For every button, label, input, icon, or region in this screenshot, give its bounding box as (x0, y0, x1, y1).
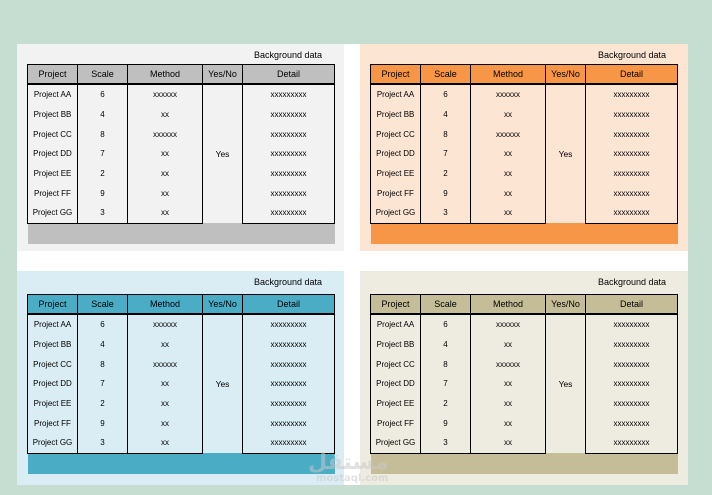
worksheet (17, 44, 688, 485)
table-row (371, 144, 678, 164)
table-row (371, 84, 678, 105)
header-scale: Scale (421, 295, 471, 315)
detail-cell: xxxxxxxxx (586, 203, 678, 223)
yes-no-cell: Yes (203, 314, 243, 453)
scale-cell: 9 (78, 183, 128, 203)
project-cell: Project FF (371, 183, 421, 203)
scale-cell: 2 (421, 394, 471, 414)
detail-cell: xxxxxxxxx (243, 183, 335, 203)
method-cell: xx (471, 374, 546, 394)
table-footer-bar (371, 223, 678, 243)
scale-cell: 7 (78, 144, 128, 164)
header-row (28, 65, 335, 85)
detail-cell: xxxxxxxxx (243, 413, 335, 433)
scale-cell: 7 (421, 144, 471, 164)
header-method: Method (471, 295, 546, 315)
header-detail: Detail (586, 65, 678, 85)
watermark-logo: مستقل (308, 450, 389, 475)
project-cell: Project EE (28, 394, 78, 414)
header-project: Project (28, 295, 78, 315)
detail-cell: xxxxxxxxx (586, 413, 678, 433)
table-panel-olive (360, 271, 688, 485)
background-data-caption: Background data (253, 277, 322, 287)
table-row (371, 413, 678, 433)
table-row (28, 413, 335, 433)
scale-cell: 2 (78, 394, 128, 414)
header-yes-no: Yes/No (203, 65, 243, 85)
detail-cell: xxxxxxxxx (586, 394, 678, 414)
table-panel-blue (17, 271, 344, 485)
method-cell: xx (128, 144, 203, 164)
table-footer-bar (28, 453, 335, 473)
table-row (28, 203, 335, 223)
watermark-text: mostaql.com (316, 473, 389, 484)
table-row (371, 374, 678, 394)
detail-cell: xxxxxxxxx (243, 354, 335, 374)
header-project: Project (28, 65, 78, 85)
yes-no-cell: Yes (203, 84, 243, 223)
scale-cell: 8 (421, 354, 471, 374)
project-cell: Project DD (371, 374, 421, 394)
detail-cell: xxxxxxxxx (243, 394, 335, 414)
project-cell: Project CC (28, 354, 78, 374)
header-yes-no: Yes/No (546, 295, 586, 315)
header-scale: Scale (78, 65, 128, 85)
project-cell: Project BB (371, 105, 421, 125)
table-row (28, 105, 335, 125)
table-row (28, 394, 335, 414)
method-cell: xx (471, 413, 546, 433)
method-cell: xx (128, 164, 203, 184)
table-row (371, 433, 678, 453)
scale-cell: 7 (421, 374, 471, 394)
scale-cell: 8 (78, 354, 128, 374)
method-cell: xx (471, 394, 546, 414)
project-cell: Project CC (28, 124, 78, 144)
table-panel-orange (360, 44, 688, 251)
detail-cell: xxxxxxxxx (586, 354, 678, 374)
table-row (28, 84, 335, 105)
method-cell: xxxxxx (128, 124, 203, 144)
project-cell: Project AA (28, 84, 78, 105)
method-cell: xxxxxx (471, 84, 546, 105)
detail-cell: xxxxxxxxx (586, 314, 678, 335)
table-row (371, 105, 678, 125)
project-cell: Project BB (28, 335, 78, 355)
method-cell: xxxxxx (471, 124, 546, 144)
method-cell: xxxxxx (471, 314, 546, 335)
data-table (370, 294, 678, 474)
header-method: Method (128, 295, 203, 315)
header-row (28, 295, 335, 315)
header-row (371, 65, 678, 85)
project-cell: Project AA (28, 314, 78, 335)
scale-cell: 2 (78, 164, 128, 184)
project-cell: Project CC (371, 124, 421, 144)
data-table (27, 64, 335, 244)
scale-cell: 8 (421, 124, 471, 144)
method-cell: xx (471, 144, 546, 164)
table-row (28, 354, 335, 374)
header-project: Project (371, 65, 421, 85)
scale-cell: 8 (78, 124, 128, 144)
background-data-caption: Background data (597, 50, 666, 60)
table-row (28, 144, 335, 164)
yes-no-cell: Yes (546, 84, 586, 223)
detail-cell: xxxxxxxxx (243, 374, 335, 394)
scale-cell: 4 (78, 335, 128, 355)
header-method: Method (471, 65, 546, 85)
detail-cell: xxxxxxxxx (243, 105, 335, 125)
method-cell: xx (128, 105, 203, 125)
method-cell: xx (128, 394, 203, 414)
table-row (371, 335, 678, 355)
scale-cell: 3 (421, 433, 471, 453)
table-row (28, 335, 335, 355)
method-cell: xx (128, 374, 203, 394)
method-cell: xx (471, 164, 546, 184)
detail-cell: xxxxxxxxx (586, 105, 678, 125)
project-cell: Project EE (28, 164, 78, 184)
header-scale: Scale (78, 295, 128, 315)
project-cell: Project BB (28, 105, 78, 125)
project-cell: Project BB (371, 335, 421, 355)
method-cell: xx (128, 433, 203, 453)
scale-cell: 6 (421, 84, 471, 105)
detail-cell: xxxxxxxxx (586, 144, 678, 164)
project-cell: Project GG (28, 433, 78, 453)
detail-cell: xxxxxxxxx (243, 203, 335, 223)
project-cell: Project FF (28, 183, 78, 203)
method-cell: xxxxxx (128, 314, 203, 335)
header-method: Method (128, 65, 203, 85)
scale-cell: 4 (421, 335, 471, 355)
scale-cell: 6 (421, 314, 471, 335)
scale-cell: 3 (421, 203, 471, 223)
table-row (28, 124, 335, 144)
scale-cell: 2 (421, 164, 471, 184)
yes-no-cell: Yes (546, 314, 586, 453)
header-project: Project (371, 295, 421, 315)
method-cell: xx (128, 203, 203, 223)
project-cell: Project EE (371, 394, 421, 414)
detail-cell: xxxxxxxxx (586, 433, 678, 453)
project-cell: Project EE (371, 164, 421, 184)
data-table (370, 64, 678, 244)
project-cell: Project GG (371, 433, 421, 453)
scale-cell: 9 (78, 413, 128, 433)
method-cell: xxxxxx (471, 354, 546, 374)
table-row (28, 374, 335, 394)
project-cell: Project GG (371, 203, 421, 223)
scale-cell: 4 (421, 105, 471, 125)
data-table (27, 294, 335, 474)
table-row (28, 164, 335, 184)
method-cell: xx (128, 183, 203, 203)
project-cell: Project CC (371, 354, 421, 374)
table-footer-bar (28, 223, 335, 243)
project-cell: Project AA (371, 314, 421, 335)
scale-cell: 9 (421, 183, 471, 203)
header-yes-no: Yes/No (203, 295, 243, 315)
detail-cell: xxxxxxxxx (586, 124, 678, 144)
scale-cell: 3 (78, 203, 128, 223)
method-cell: xx (471, 433, 546, 453)
header-row (371, 295, 678, 315)
detail-cell: xxxxxxxxx (243, 84, 335, 105)
scale-cell: 7 (78, 374, 128, 394)
detail-cell: xxxxxxxxx (586, 374, 678, 394)
scale-cell: 9 (421, 413, 471, 433)
detail-cell: xxxxxxxxx (243, 433, 335, 453)
table-panel-gray (17, 44, 344, 251)
table-row (28, 433, 335, 453)
method-cell: xxxxxx (128, 354, 203, 374)
header-detail: Detail (243, 65, 335, 85)
method-cell: xx (471, 203, 546, 223)
method-cell: xx (128, 413, 203, 433)
detail-cell: xxxxxxxxx (243, 335, 335, 355)
detail-cell: xxxxxxxxx (586, 84, 678, 105)
detail-cell: xxxxxxxxx (586, 183, 678, 203)
table-row (28, 314, 335, 335)
scale-cell: 4 (78, 105, 128, 125)
table-row (28, 183, 335, 203)
background-data-caption: Background data (597, 277, 666, 287)
background-data-caption: Background data (253, 50, 322, 60)
watermark (308, 452, 388, 484)
project-cell: Project DD (28, 144, 78, 164)
method-cell: xx (471, 105, 546, 125)
scale-cell: 6 (78, 84, 128, 105)
table-row (371, 394, 678, 414)
table-row (371, 183, 678, 203)
table-row (371, 203, 678, 223)
table-row (371, 314, 678, 335)
method-cell: xx (128, 335, 203, 355)
detail-cell: xxxxxxxxx (586, 164, 678, 184)
project-cell: Project AA (371, 84, 421, 105)
table-row (371, 354, 678, 374)
project-cell: Project DD (371, 144, 421, 164)
scale-cell: 6 (78, 314, 128, 335)
project-cell: Project FF (371, 413, 421, 433)
header-detail: Detail (586, 295, 678, 315)
method-cell: xx (471, 335, 546, 355)
scale-cell: 3 (78, 433, 128, 453)
detail-cell: xxxxxxxxx (243, 144, 335, 164)
method-cell: xx (471, 183, 546, 203)
project-cell: Project DD (28, 374, 78, 394)
detail-cell: xxxxxxxxx (586, 335, 678, 355)
project-cell: Project FF (28, 413, 78, 433)
detail-cell: xxxxxxxxx (243, 124, 335, 144)
table-row (371, 164, 678, 184)
project-cell: Project GG (28, 203, 78, 223)
header-detail: Detail (243, 295, 335, 315)
header-yes-no: Yes/No (546, 65, 586, 85)
table-footer-bar (371, 453, 678, 473)
detail-cell: xxxxxxxxx (243, 164, 335, 184)
detail-cell: xxxxxxxxx (243, 314, 335, 335)
method-cell: xxxxxx (128, 84, 203, 105)
header-scale: Scale (421, 65, 471, 85)
table-row (371, 124, 678, 144)
